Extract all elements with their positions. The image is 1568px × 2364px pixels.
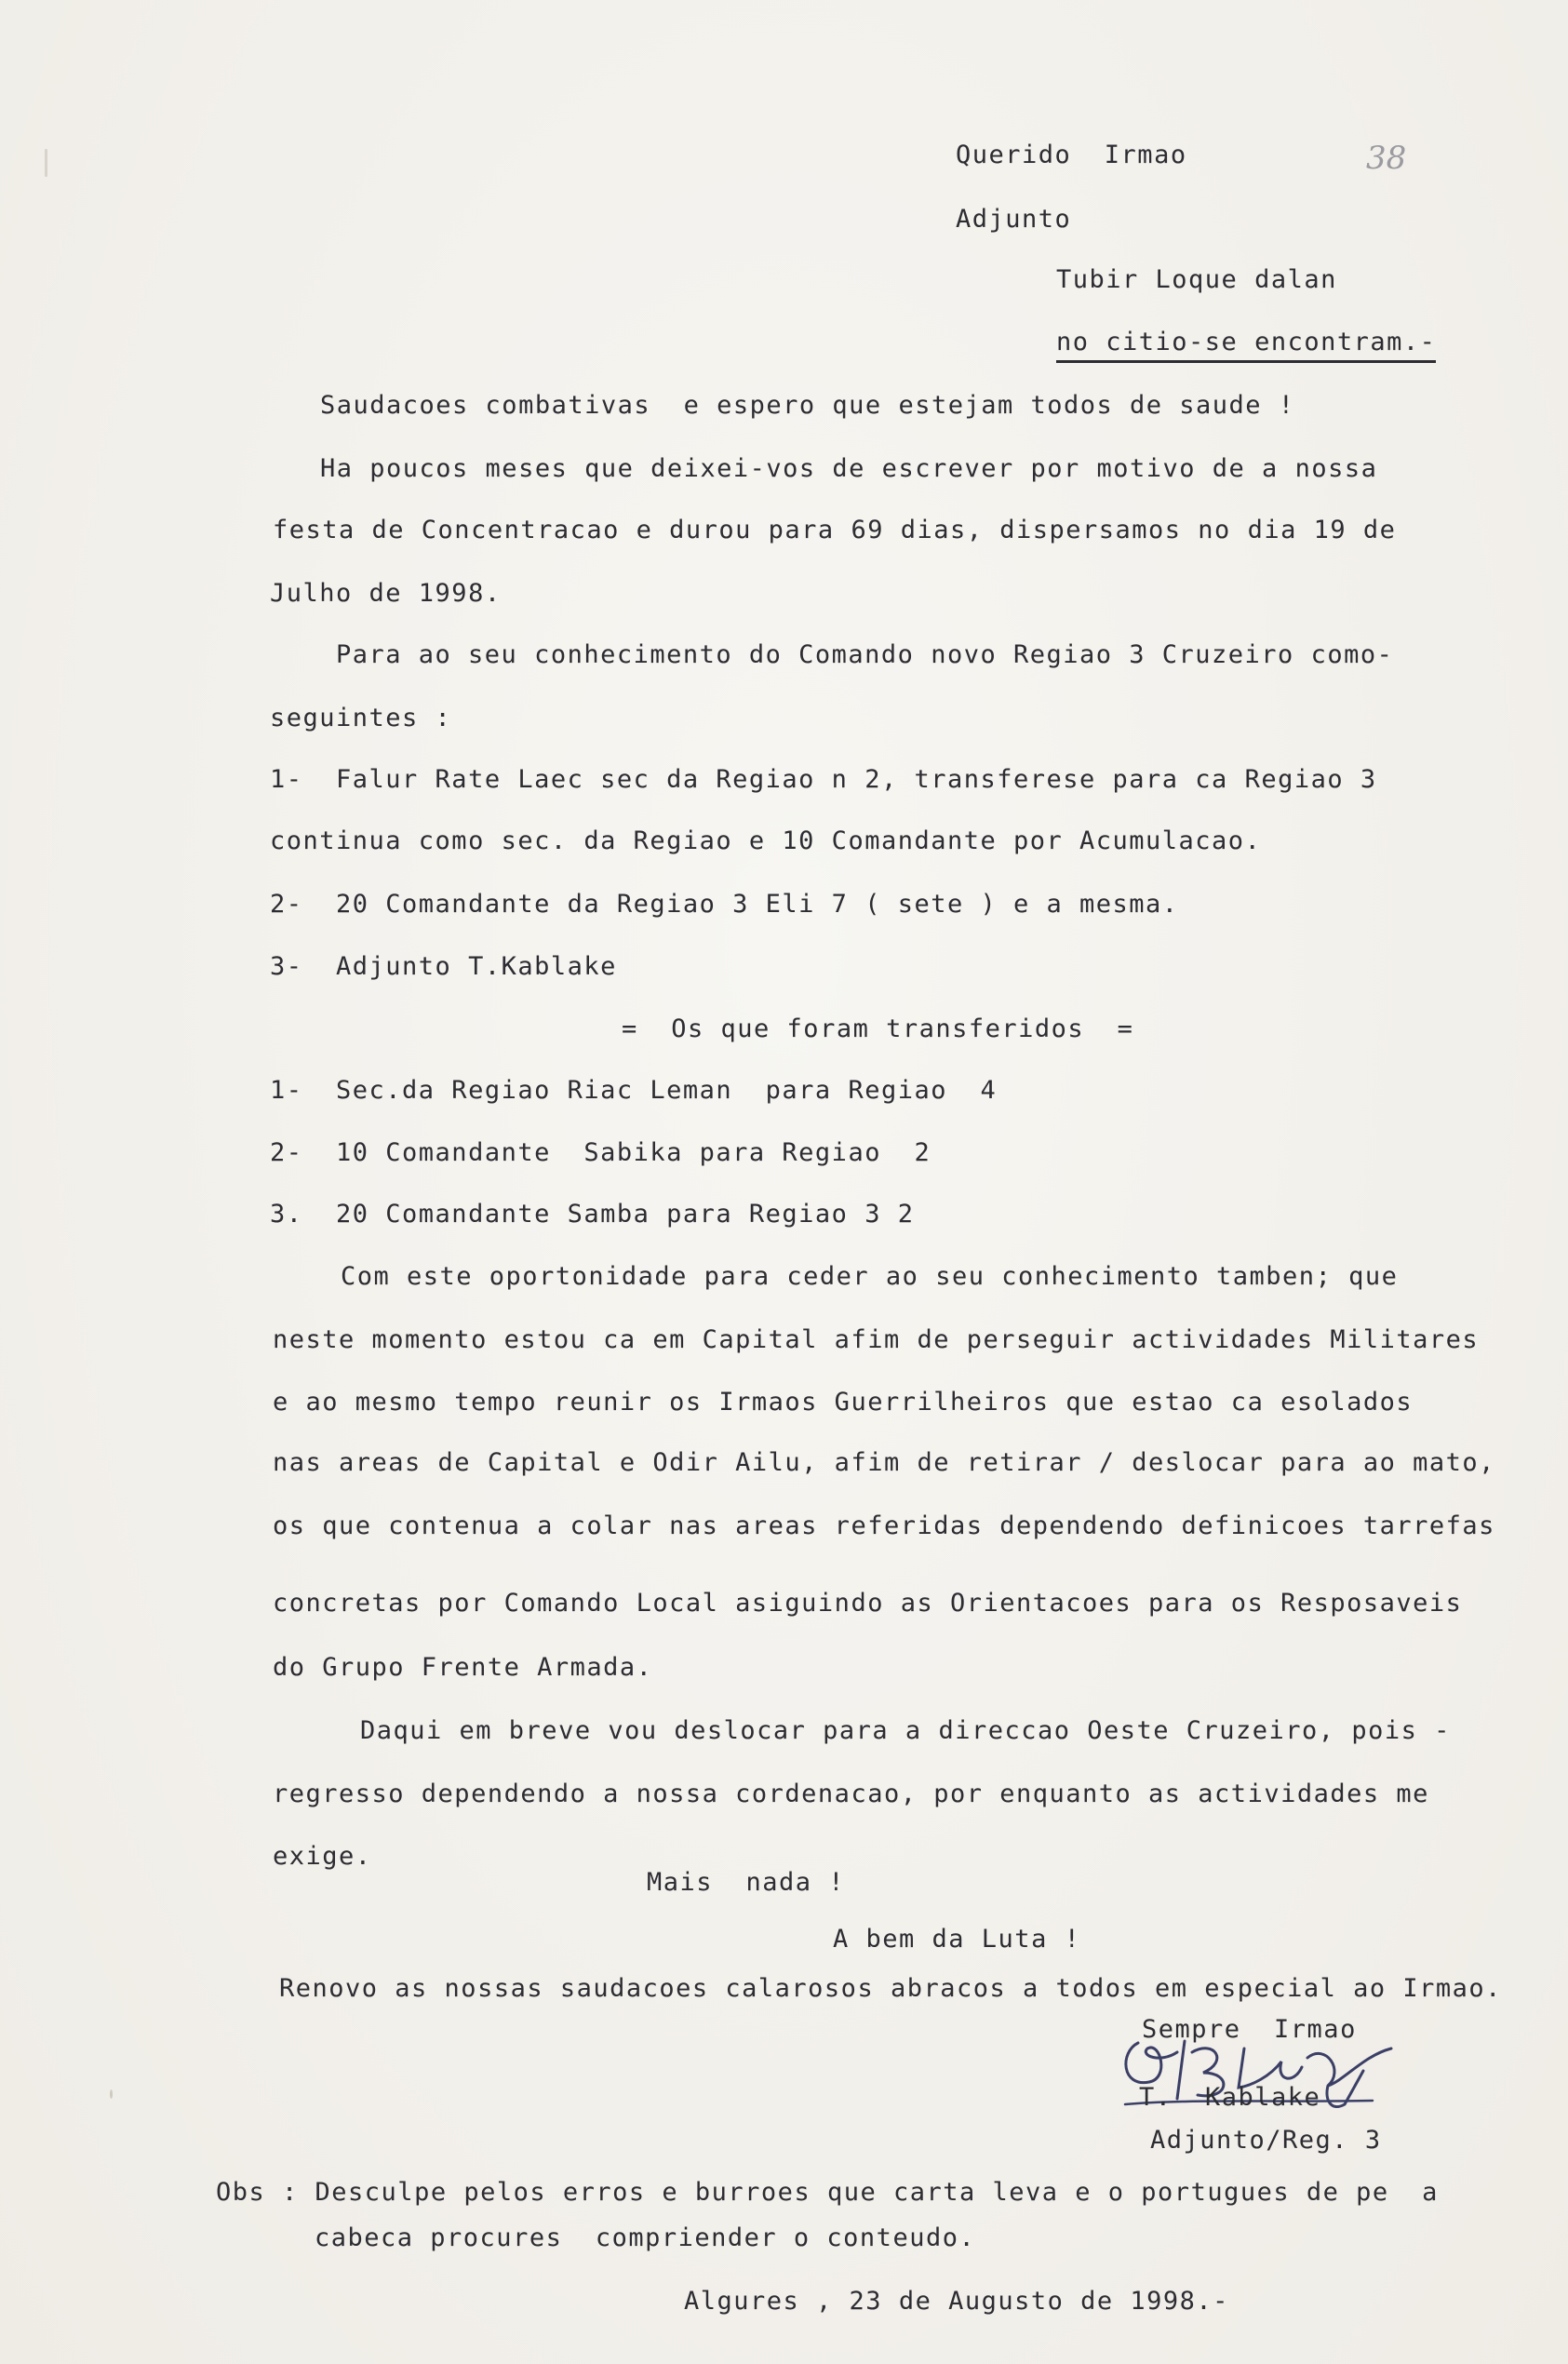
body-line: nas areas de Capital e Odir Ailu, afim de retirar / deslocar para ao mato, bbox=[273, 1448, 1495, 1477]
obs-line: cabeca procures compriender o conteudo. bbox=[315, 2223, 976, 2252]
transfer-item: 3. 20 Comandante Samba para Regiao 3 2 bbox=[270, 1200, 915, 1229]
closing-line: Renovo as nossas saudacoes calarosos abracos a todos em especial ao Irmao. bbox=[279, 1974, 1502, 2003]
transfer-item: 1- Sec.da Regiao Riac Leman para Regiao 4 bbox=[270, 1076, 998, 1105]
closing-sempre-irmao: Sempre Irmao bbox=[1142, 2015, 1357, 2044]
a-bem-da-luta: A bem da Luta ! bbox=[833, 1925, 1081, 1954]
signatory-name: T. Kablake bbox=[1139, 2083, 1321, 2112]
transfer-heading: = Os que foram transferidos = bbox=[622, 1014, 1134, 1043]
recipient-title: Adjunto bbox=[956, 205, 1072, 234]
body-line: Julho de 1998. bbox=[270, 579, 502, 608]
body-line: e ao mesmo tempo reunir os Irmaos Guerrilheiros que estao ca esolados bbox=[273, 1388, 1414, 1417]
handwritten-signature bbox=[1112, 2015, 1419, 2136]
body-line: Com este oportonidade para ceder ao seu conhecimento tamben; que bbox=[341, 1262, 1399, 1291]
body-line: Para ao seu conhecimento do Comando novo Regiao 3 Cruzeiro como- bbox=[336, 640, 1394, 669]
body-line: concretas por Comando Local asiguindo as Orientacoes para os Resposaveis bbox=[273, 1589, 1463, 1618]
list-item: 2- 20 Comandante da Regiao 3 Eli 7 ( sete ) e a mesma. bbox=[270, 890, 1179, 919]
page-number: 38 bbox=[1366, 140, 1407, 177]
list-item: 3- Adjunto T.Kablake bbox=[270, 952, 617, 981]
salutation: Querido Irmao bbox=[956, 141, 1187, 169]
list-item-continued: continua como sec. da Regiao e 10 Comandante por Acumulacao. bbox=[270, 826, 1262, 855]
body-line: neste momento estou ca em Capital afim de perseguir actividades Militares bbox=[273, 1325, 1480, 1354]
greeting-paragraph: Saudacoes combativas e espero que estejam todos de saude ! bbox=[320, 391, 1295, 420]
signature-graphic bbox=[1112, 2015, 1419, 2136]
recipient-name: Tubir Loque dalan bbox=[1056, 265, 1337, 294]
paper-mark bbox=[45, 149, 47, 177]
body-line: regresso dependendo a nossa cordenacao, por enquanto as actividades me bbox=[273, 1780, 1429, 1808]
list-item: 1- Falur Rate Laec sec da Regiao n 2, transferese para ca Regiao 3 bbox=[270, 765, 1377, 794]
body-line: festa de Concentracao e durou para 69 dias, dispersamos no dia 19 de bbox=[273, 516, 1397, 544]
body-line: Ha poucos meses que deixei-vos de escrever por motivo de a nossa bbox=[320, 454, 1378, 483]
body-line: do Grupo Frente Armada. bbox=[273, 1653, 653, 1682]
signatory-title: Adjunto/Reg. 3 bbox=[1150, 2126, 1382, 2155]
transfer-item: 2- 10 Comandante Sabika para Regiao 2 bbox=[270, 1138, 931, 1167]
obs-line: Obs : Desculpe pelos erros e burroes que carta leva e o portugues de pe a bbox=[216, 2178, 1439, 2207]
body-line: seguintes : bbox=[270, 704, 452, 732]
body-line: exige. bbox=[273, 1842, 372, 1871]
date-line: Algures , 23 de Augusto de 1998.- bbox=[684, 2287, 1229, 2316]
recipient-location: no citio-se encontram.- bbox=[1056, 327, 1436, 363]
mais-nada: Mais nada ! bbox=[647, 1868, 846, 1897]
body-line: os que contenua a colar nas areas referidas dependendo definicoes tarrefas bbox=[273, 1511, 1495, 1540]
body-line: Daqui em breve vou deslocar para a direccao Oeste Cruzeiro, pois - bbox=[360, 1716, 1451, 1745]
paper-mark bbox=[110, 2089, 113, 2099]
